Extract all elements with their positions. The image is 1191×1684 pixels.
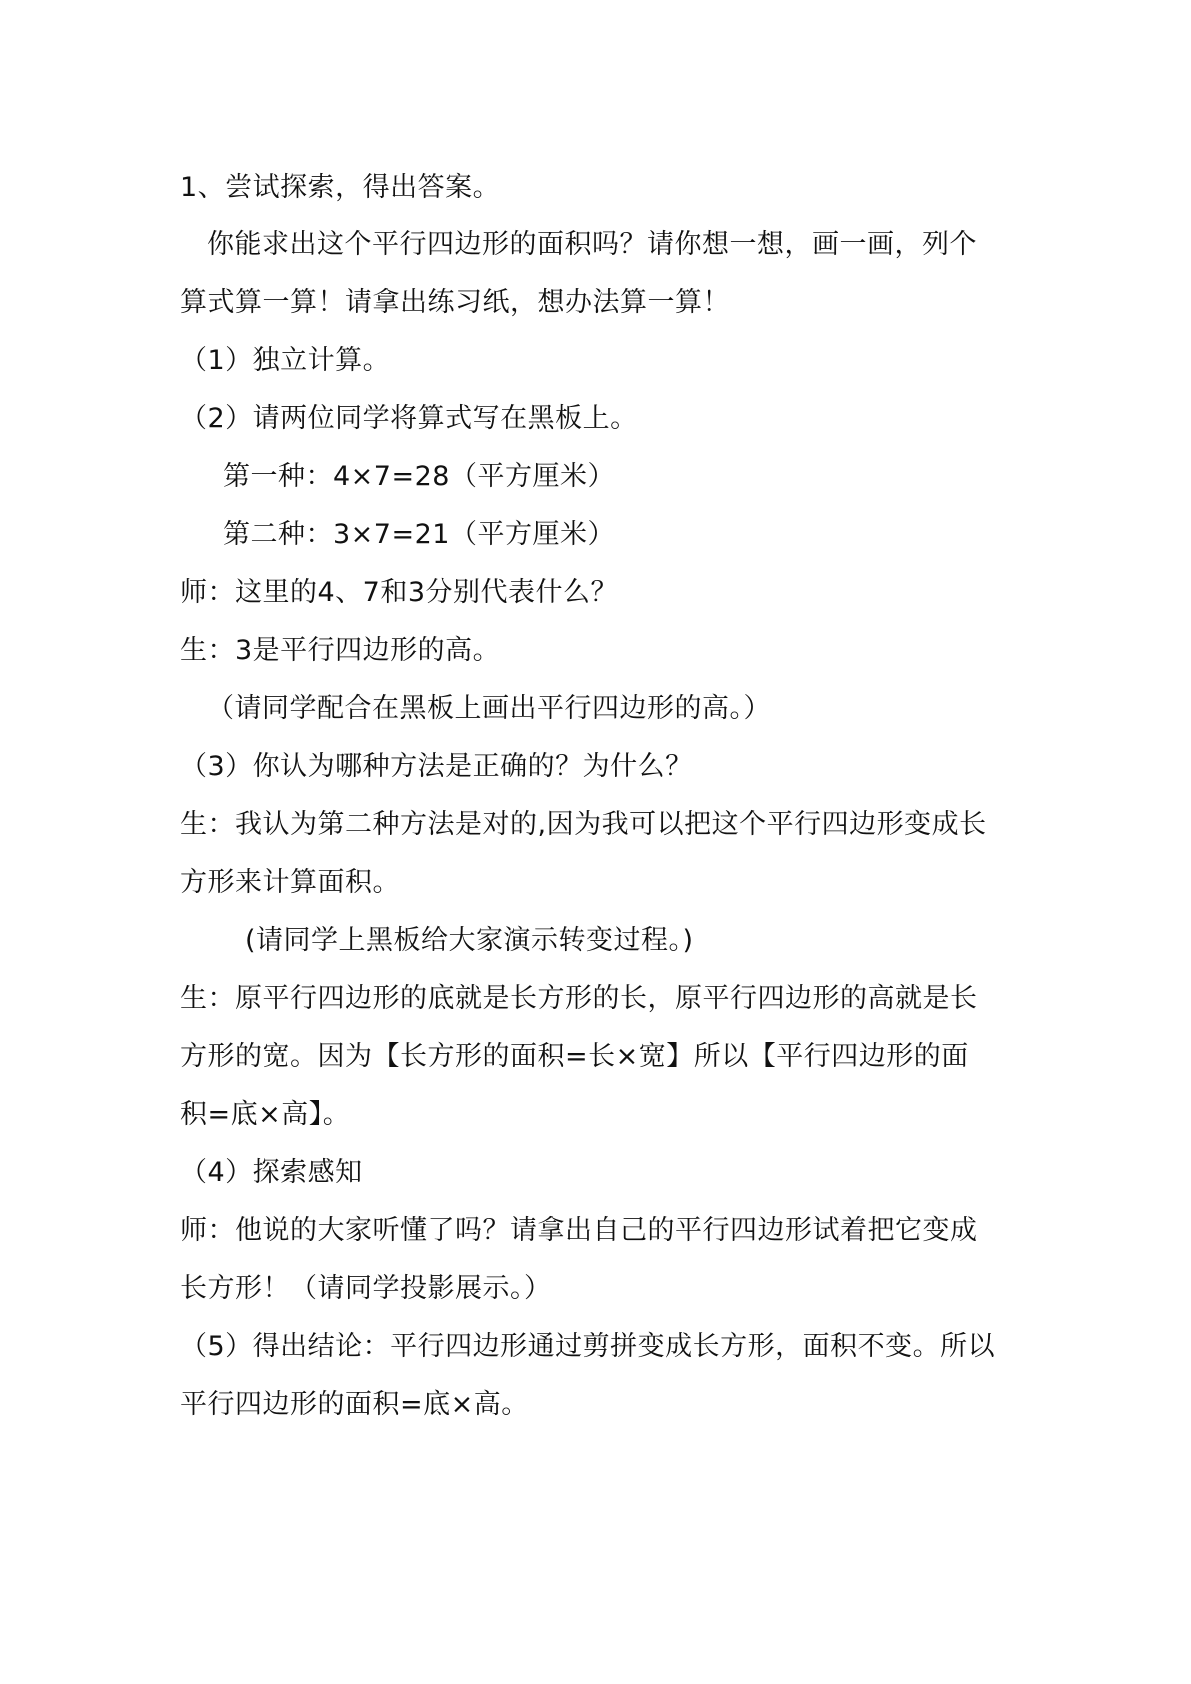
step-item: （2）请两位同学将算式写在黑板上。: [180, 403, 638, 434]
dialogue-line: 积=底×高】。: [180, 1099, 351, 1130]
note-line: （请同学配合在黑板上画出平行四边形的高。）: [207, 693, 771, 724]
step-item: （3）你认为哪种方法是正确的？为什么？: [180, 751, 693, 782]
dialogue-line: 长方形！（请同学投影展示。）: [180, 1273, 552, 1304]
paragraph-line: 你能求出这个平行四边形的面积吗？请你想一想，画一画，列个: [207, 229, 977, 260]
conclusion-line: 平行四边形的面积=底×高。: [180, 1389, 529, 1420]
dialogue-line: 生：3是平行四边形的高。: [180, 635, 501, 666]
paragraph-line: 算式算一算！请拿出练习纸，想办法算一算！: [180, 287, 730, 318]
dialogue-line: 师：他说的大家听懂了吗？请拿出自己的平行四边形试着把它变成: [180, 1215, 978, 1246]
dialogue-line: 生：原平行四边形的底就是长方形的长，原平行四边形的高就是长: [180, 983, 978, 1014]
dialogue-line: 方形的宽。因为【长方形的面积=长×宽】所以【平行四边形的面: [180, 1041, 969, 1072]
step-item: （1）独立计算。: [180, 345, 391, 376]
dialogue-line: 师：这里的4、7和3分别代表什么？: [180, 577, 619, 608]
section-heading: 1、尝试探索，得出答案。: [180, 172, 501, 203]
formula-line: 第二种：3×7=21（平方厘米）: [223, 519, 615, 550]
step-item: （5）得出结论：平行四边形通过剪拼变成长方形，面积不变。所以: [180, 1331, 996, 1362]
step-item: （4）探索感知: [180, 1157, 363, 1188]
note-line: (请同学上黑板给大家演示转变过程。): [245, 925, 694, 956]
dialogue-line: 生：我认为第二种方法是对的,因为我可以把这个平行四边形变成长: [180, 809, 987, 840]
formula-line: 第一种：4×7=28（平方厘米）: [223, 461, 615, 492]
dialogue-line: 方形来计算面积。: [180, 867, 400, 898]
